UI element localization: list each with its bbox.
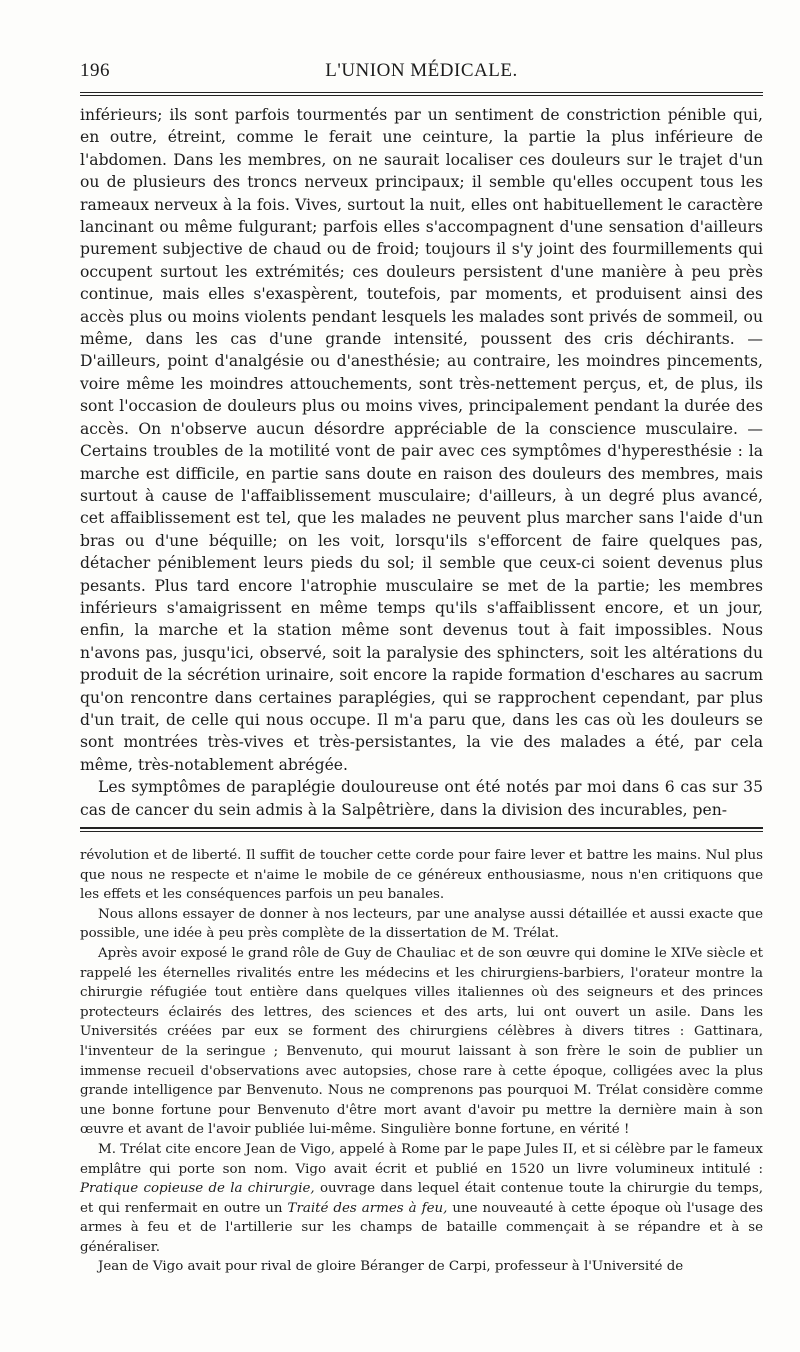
footnote-text-run: une nouveauté à cette époque où l'usage des armes à feu et de l'artillerie sur les champs de bataille commençait à se répandre et à se généraliser.	[80, 1200, 763, 1255]
footnote-paragraph	[80, 1140, 763, 1258]
book-title: Pratique copieuse de la chirurgie,	[80, 1181, 315, 1197]
body-paragraph: Les symptômes de paraplégie douloureuse ont été notés par moi dans 6 cas sur 35 cas de cancer du sein admis à la Salpêtrière, dans la division des incurables, pen-	[80, 778, 763, 819]
body-paragraph: inférieurs; ils sont parfois tourmentés par un sentiment de constriction pénible qui, en outre, étreint, comme le ferait une ceinture, la partie la plus inférieure de l'abdomen. Dans les membres, on ne saurait localiser ces douleurs sur le trajet d'un ou de plusieurs des troncs nerveux principaux; il semble qu'elles occupent tous les rameaux nerveux à la fois. Vives, surtout la nuit, elles ont habituellement le caractère lancinant ou même fulgurant; parfois elles s'accompagnent d'une sensation d'ailleurs purement subjective de chaud ou de froid; toujours il s'y joint des fourmillements qui occupent surtout les extrémités; ces douleurs persistent d'une manière à peu près continue, mais elles s'exaspèrent, toutefois, par moments, et produisent ainsi des accès plus ou moins violents pendant lesquels les malades sont privés de sommeil, ou même, dans les cas d'une grande intensité, poussent des cris déchirants. — D'ailleurs, point d'analgésie ou d'anesthésie; au contraire, les moindres pincements, voire même les moindres attouchements, sont très-nettement perçus, et, de plus, ils sont l'occasion de douleurs plus ou moins vives, principalement pendant la durée des accès. On n'observe aucun désordre appréciable de la conscience musculaire. — Certains troubles de la motilité vont de pair avec ces symptômes d'hyperesthésie : la marche est difficile, en partie sans doute en raison des douleurs des membres, mais surtout à cause de l'affaiblissement musculaire; d'ailleurs, à un degré plus avancé, cet affaiblissement est tel, que les malades ne peuvent plus marcher sans l'aide d'un bras ou d'une béquille; on les voit, lorsqu'ils s'efforcent de faire quelques pas, détacher péniblement leurs pieds du sol; il semble que ceux-ci soient devenus plus pesants. Plus tard encore l'atrophie musculaire se met de la partie; les membres inférieurs s'amaigrissent en même temps qu'ils s'affaiblissent encore, et un jour, enfin, la marche et la station même sont devenus tout à fait impossibles. Nous n'avons pas, jusqu'ici, observé, soit la paralysie des sphincters, soit les altérations du produit de la sécrétion urinaire, soit encore la rapide formation d'eschares au sacrum qu'on rencontre dans certaines paraplégies, qui se rapprochent cependant, par plus d'un trait, de celle qui nous occupe. Il m'a paru que, dans les cas où les douleurs se sont montrées très-vives et très-persistantes, la vie des malades a été, par cela même, très-notablement abrégée.	[80, 106, 763, 774]
header-rule	[80, 92, 763, 96]
footnote-paragraph: Jean de Vigo avait pour rival de gloire Béranger de Carpi, professeur à l'Université de	[98, 1259, 684, 1275]
page-number: 196	[80, 60, 110, 81]
page-header	[80, 52, 763, 86]
footnote-paragraph: Nous allons essayer de donner à nos lecteurs, par une analyse aussi détaillée et aussi exacte que possible, une idée à peu près complète de la dissertation de M. Trélat.	[80, 906, 763, 942]
footnote-paragraph: révolution et de liberté. Il suffit de toucher cette corde pour faire lever et battre les mains. Nul plus que nous ne respecte et n'aime le mobile de ce généreux enthousiasme, nous n'en critiquons que les effets et les conséquences parfois un peu banales.	[80, 848, 763, 903]
main-text	[80, 104, 763, 821]
footnote-text-run: ouvrage dans lequel était contenue toute la chirurgie du temps, et qui renfermait en outre un	[80, 1181, 764, 1216]
book-title: Traité des armes à feu,	[287, 1200, 448, 1216]
page	[80, 52, 763, 1277]
footnote-text	[80, 846, 763, 1277]
footnote-text-run: M. Trélat cite encore Jean de Vigo, appelé à Rome par le pape Jules II, et si célèbre par le fameux emplâtre qui porte son nom. Vigo avait écrit et publié en 1520 un livre volumineux intitulé :	[80, 1141, 763, 1177]
journal-title: L'UNION MÉDICALE.	[325, 60, 518, 81]
footnote-paragraph: Après avoir exposé le grand rôle de Guy de Chauliac et de son œuvre qui domine le XIVe siècle et rappelé les éternelles rivalités entre les médecins et les chirurgiens-barbiers, l'orateur montre la chirurgie réfugiée tout entière dans quelques villes italiennes où des seigneurs et des princes protecteurs éclairés des lettres, des sciences et des arts, lui ont ouvert un asile. Dans les Universités créées par eux se forment des chirurgiens célèbres à divers titres : Gattinara, l'inventeur de la seringue ; Benvenuto, qui mourut laissant à son frère le soin de publier un immense recueil d'observations avec autopsies, chose rare à cette époque, colligées avec la plus grande intelligence par Benvenuto. Nous ne comprenons pas pourquoi M. Trélat considère comme une bonne fortune pour Benvenuto d'être mort avant d'avoir pu mettre la dernière main à son œuvre et avant de l'avoir publiée lui-même. Singulière bonne fortune, en vérité !	[80, 945, 763, 1138]
footnote-separator	[80, 827, 763, 832]
